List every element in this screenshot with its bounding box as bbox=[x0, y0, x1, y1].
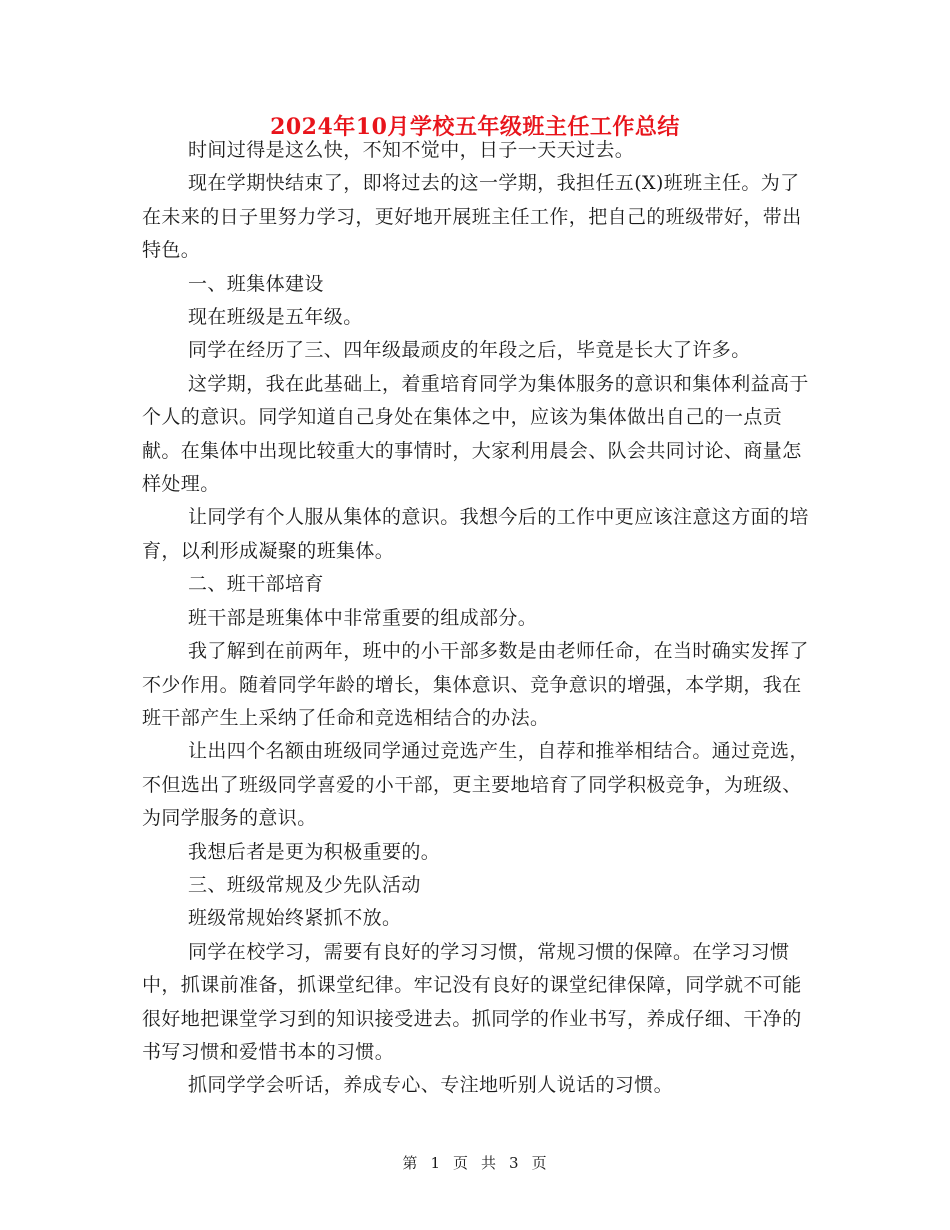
paragraph-8: 我了解到在前两年，班中的小干部多数是由老师任命，在当时确实发挥了不少作用。随着同学年龄的增长，集体意识、竞争意识的增强，本学期，我在班干部产生上采纳了任命和竞选相结合的办法。 bbox=[142, 640, 809, 729]
page-footer bbox=[0, 1152, 950, 1173]
paragraph-6: 让同学有个人服从集体的意识。我想今后的工作中更应该注意这方面的培育，以利形成凝聚的班集体。 bbox=[142, 506, 809, 562]
section-heading-2: 二、班干部培育 bbox=[188, 573, 324, 596]
paragraph-5: 这学期，我在此基础上，着重培育同学为集体服务的意识和集体利益高于个人的意识。同学知道自己身处在集体之中，应该为集体做出自己的一点贡献。在集体中出现比较重大的事情时，大家利用晨会、队会共同讨论、商量怎样处理。 bbox=[142, 372, 809, 496]
paragraph-12: 同学在校学习，需要有良好的学习习惯，常规习惯的保障。在学习习惯中，抓课前准备，抓课堂纪律。牢记没有良好的课堂纪律保障，同学就不可能很好地把课堂学习到的知识接受进去。抓同学的作业书写，养成仔细、干净的书写习惯和爱惜书本的习惯。 bbox=[142, 940, 802, 1063]
footer-current-page: 1 bbox=[430, 1154, 441, 1172]
footer-page-unit: 页 bbox=[452, 1154, 469, 1172]
paragraph-7: 班干部是班集体中非常重要的组成部分。 bbox=[188, 606, 538, 629]
paragraph-9: 让出四个名额由班级同学通过竞选产生，自荐和推举相结合。通过竞选，不但选出了班级同学喜爱的小干部，更主要地培育了同学积极竞争，为班级、为同学服务的意识。 bbox=[142, 740, 809, 830]
paragraph-10: 我想后者是更为积极重要的。 bbox=[188, 840, 441, 863]
footer-total-unit: 页 bbox=[531, 1154, 548, 1172]
document-title: 2024年10月学校五年级班主任工作总结 bbox=[270, 114, 680, 140]
section-heading-1: 一、班集体建设 bbox=[188, 272, 324, 295]
paragraph-13: 抓同学学会听话，养成专心、专注地听别人说话的习惯。 bbox=[188, 1074, 674, 1097]
paragraph-2: 现在学期快结束了，即将过去的这一学期，我担任五(X)班班主任。为了在未来的日子里努力学习，更好地开展班主任工作，把自己的班级带好，带出特色。 bbox=[142, 172, 802, 262]
paragraph-11: 班级常规始终紧抓不放。 bbox=[188, 907, 402, 930]
footer-total-pages: 3 bbox=[509, 1154, 520, 1172]
section-heading-3: 三、班级常规及少先队活动 bbox=[188, 873, 421, 896]
paragraph-1: 时间过得是这么快，不知不觉中，日子一天天过去。 bbox=[188, 139, 635, 161]
paragraph-3: 现在班级是五年级。 bbox=[188, 306, 363, 329]
document-body bbox=[142, 134, 812, 1103]
paragraph-4: 同学在经历了三、四年级最顽皮的年段之后，毕竟是长大了许多。 bbox=[188, 339, 751, 362]
footer-total-label: 共 bbox=[481, 1154, 498, 1172]
footer-page-label: 第 bbox=[402, 1154, 419, 1172]
